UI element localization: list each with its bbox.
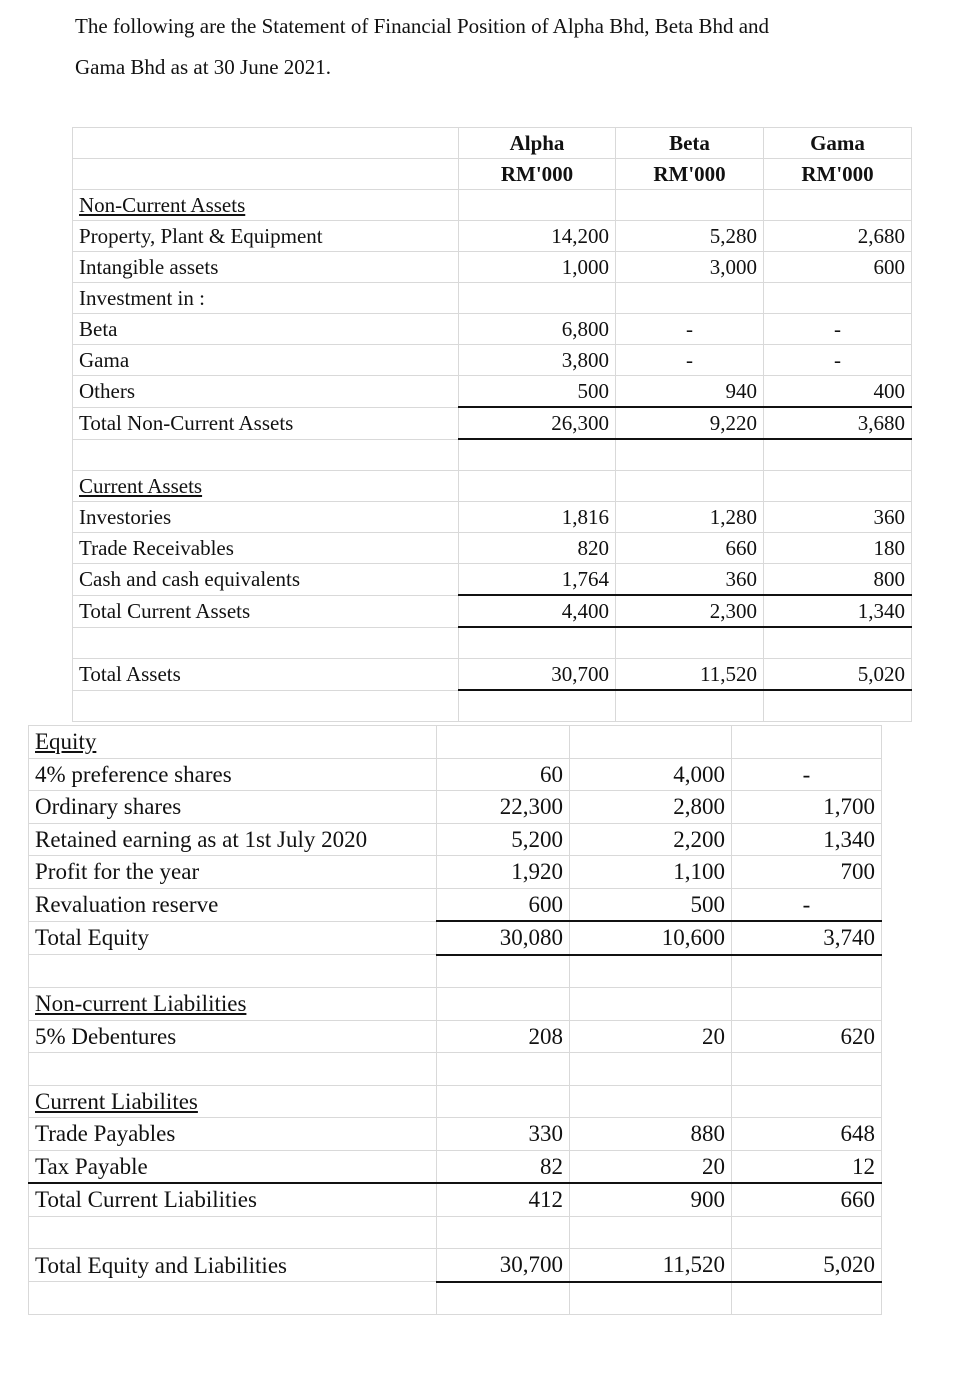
gama-value: 800 [764, 564, 912, 596]
beta-value: 20 [570, 1150, 732, 1183]
column-header-alpha: Alpha [459, 128, 616, 159]
non-current-assets-heading: Non-Current Assets [73, 190, 459, 221]
gama-value: - [732, 888, 882, 921]
alpha-total: 4,400 [459, 595, 616, 627]
intro-paragraph [75, 6, 895, 88]
row-label: Retained earning as at 1st July 2020 [29, 823, 437, 856]
alpha-value: 1,000 [459, 252, 616, 283]
table-row [29, 791, 882, 824]
beta-value: 2,200 [570, 823, 732, 856]
table-row [73, 314, 912, 345]
beta-total: 11,520 [616, 659, 764, 691]
beta-value: 20 [570, 1020, 732, 1053]
beta-value: 500 [570, 888, 732, 921]
beta-total: 10,600 [570, 921, 732, 955]
beta-value: 4,000 [570, 758, 732, 791]
alpha-total: 30,080 [437, 921, 570, 955]
current-assets-heading: Current Assets [73, 471, 459, 502]
table-row [29, 758, 882, 791]
gama-value: 400 [764, 376, 912, 408]
alpha-value: 6,800 [459, 314, 616, 345]
section-heading-row [29, 726, 882, 759]
alpha-value: 330 [437, 1118, 570, 1151]
equity-heading: Equity [29, 726, 437, 759]
spacer-row [29, 1282, 882, 1315]
beta-value: 660 [616, 533, 764, 564]
table-row [73, 564, 912, 596]
table-row [29, 1118, 882, 1151]
beta-value: - [616, 345, 764, 376]
row-label: Investories [73, 502, 459, 533]
total-non-current-assets-label: Total Non-Current Assets [73, 407, 459, 439]
row-label: Cash and cash equivalents [73, 564, 459, 596]
alpha-grand-total: 30,700 [437, 1249, 570, 1282]
row-label: Intangible assets [73, 252, 459, 283]
spacer-row [73, 690, 912, 722]
gama-total: 3,680 [764, 407, 912, 439]
alpha-value: 208 [437, 1020, 570, 1053]
total-current-assets-label: Total Current Assets [73, 595, 459, 627]
table-row [29, 888, 882, 921]
column-header-beta: Beta [616, 128, 764, 159]
gama-value: 600 [764, 252, 912, 283]
total-assets-label: Total Assets [73, 659, 459, 691]
assets-table [72, 127, 912, 722]
total-row [73, 659, 912, 691]
beta-value: 940 [616, 376, 764, 408]
table-row [29, 1150, 882, 1183]
row-label: Trade Payables [29, 1118, 437, 1151]
column-header-gama: Gama [764, 128, 912, 159]
spacer-row [73, 439, 912, 471]
gama-value: - [764, 314, 912, 345]
row-label: Profit for the year [29, 856, 437, 889]
total-equity-liabilities-label: Total Equity and Liabilities [29, 1249, 437, 1282]
alpha-value: 5,200 [437, 823, 570, 856]
beta-value: 1,100 [570, 856, 732, 889]
gama-value: - [732, 758, 882, 791]
spacer-row [29, 955, 882, 988]
gama-value: 1,340 [732, 823, 882, 856]
alpha-value: 1,816 [459, 502, 616, 533]
table-row [73, 221, 912, 252]
row-label: Investment in : [73, 283, 459, 314]
column-unit-alpha: RM'000 [459, 159, 616, 190]
gama-value: - [764, 345, 912, 376]
beta-value: 1,280 [616, 502, 764, 533]
beta-value: 3,000 [616, 252, 764, 283]
spacer-row [73, 627, 912, 659]
alpha-value: 14,200 [459, 221, 616, 252]
section-heading-row [29, 988, 882, 1021]
alpha-total: 26,300 [459, 407, 616, 439]
non-current-liabilities-heading: Non-current Liabilities [29, 988, 437, 1021]
total-equity-label: Total Equity [29, 921, 437, 955]
alpha-value: 500 [459, 376, 616, 408]
gama-value: 1,700 [732, 791, 882, 824]
gama-total: 1,340 [764, 595, 912, 627]
row-label: Ordinary shares [29, 791, 437, 824]
gama-total: 3,740 [732, 921, 882, 955]
total-row [29, 921, 882, 955]
alpha-total: 30,700 [459, 659, 616, 691]
header-row-units [73, 159, 912, 190]
equity-liabilities-table [28, 725, 882, 1315]
table-row [29, 856, 882, 889]
row-label: Beta [73, 314, 459, 345]
gama-value: 620 [732, 1020, 882, 1053]
current-liabilities-heading: Current Liabilites [29, 1085, 437, 1118]
spacer-row [29, 1053, 882, 1086]
gama-total: 5,020 [764, 659, 912, 691]
gama-value: 12 [732, 1150, 882, 1183]
beta-value: 5,280 [616, 221, 764, 252]
total-row [73, 407, 912, 439]
beta-total: 9,220 [616, 407, 764, 439]
alpha-value: 60 [437, 758, 570, 791]
table-row [29, 1020, 882, 1053]
total-row [73, 595, 912, 627]
beta-value: 880 [570, 1118, 732, 1151]
alpha-value: 1,764 [459, 564, 616, 596]
row-label: 4% preference shares [29, 758, 437, 791]
alpha-value: 22,300 [437, 791, 570, 824]
section-heading-row [73, 190, 912, 221]
beta-value: 360 [616, 564, 764, 596]
row-label: Gama [73, 345, 459, 376]
table-row [73, 502, 912, 533]
beta-total: 900 [570, 1183, 732, 1216]
row-label: Property, Plant & Equipment [73, 221, 459, 252]
table-row [73, 533, 912, 564]
total-current-liabilities-label: Total Current Liabilities [29, 1183, 437, 1216]
table-row [73, 252, 912, 283]
table-row [73, 345, 912, 376]
gama-total: 660 [732, 1183, 882, 1216]
header-row-names [73, 128, 912, 159]
alpha-value: 600 [437, 888, 570, 921]
alpha-value: 82 [437, 1150, 570, 1183]
row-label: Others [73, 376, 459, 408]
table-row [29, 823, 882, 856]
spacer-row [29, 1216, 882, 1249]
row-label: 5% Debentures [29, 1020, 437, 1053]
alpha-value: 3,800 [459, 345, 616, 376]
total-row [29, 1183, 882, 1216]
gama-grand-total: 5,020 [732, 1249, 882, 1282]
alpha-value: 1,920 [437, 856, 570, 889]
gama-value: 180 [764, 533, 912, 564]
alpha-total: 412 [437, 1183, 570, 1216]
table-row [73, 283, 912, 314]
intro-line-2: Gama Bhd as at 30 June 2021. [75, 55, 332, 79]
beta-grand-total: 11,520 [570, 1249, 732, 1282]
column-unit-beta: RM'000 [616, 159, 764, 190]
grand-total-row [29, 1249, 882, 1282]
column-unit-gama: RM'000 [764, 159, 912, 190]
row-label: Tax Payable [29, 1150, 437, 1183]
beta-value: 2,800 [570, 791, 732, 824]
gama-value: 700 [732, 856, 882, 889]
row-label: Trade Receivables [73, 533, 459, 564]
gama-value: 648 [732, 1118, 882, 1151]
beta-total: 2,300 [616, 595, 764, 627]
section-heading-row [73, 471, 912, 502]
table-row [73, 376, 912, 408]
alpha-value: 820 [459, 533, 616, 564]
gama-value: 2,680 [764, 221, 912, 252]
beta-value: - [616, 314, 764, 345]
intro-line-1: The following are the Statement of Financial Position of Alpha Bhd, Beta Bhd and [75, 14, 770, 38]
gama-value: 360 [764, 502, 912, 533]
row-label: Revaluation reserve [29, 888, 437, 921]
section-heading-row [29, 1085, 882, 1118]
